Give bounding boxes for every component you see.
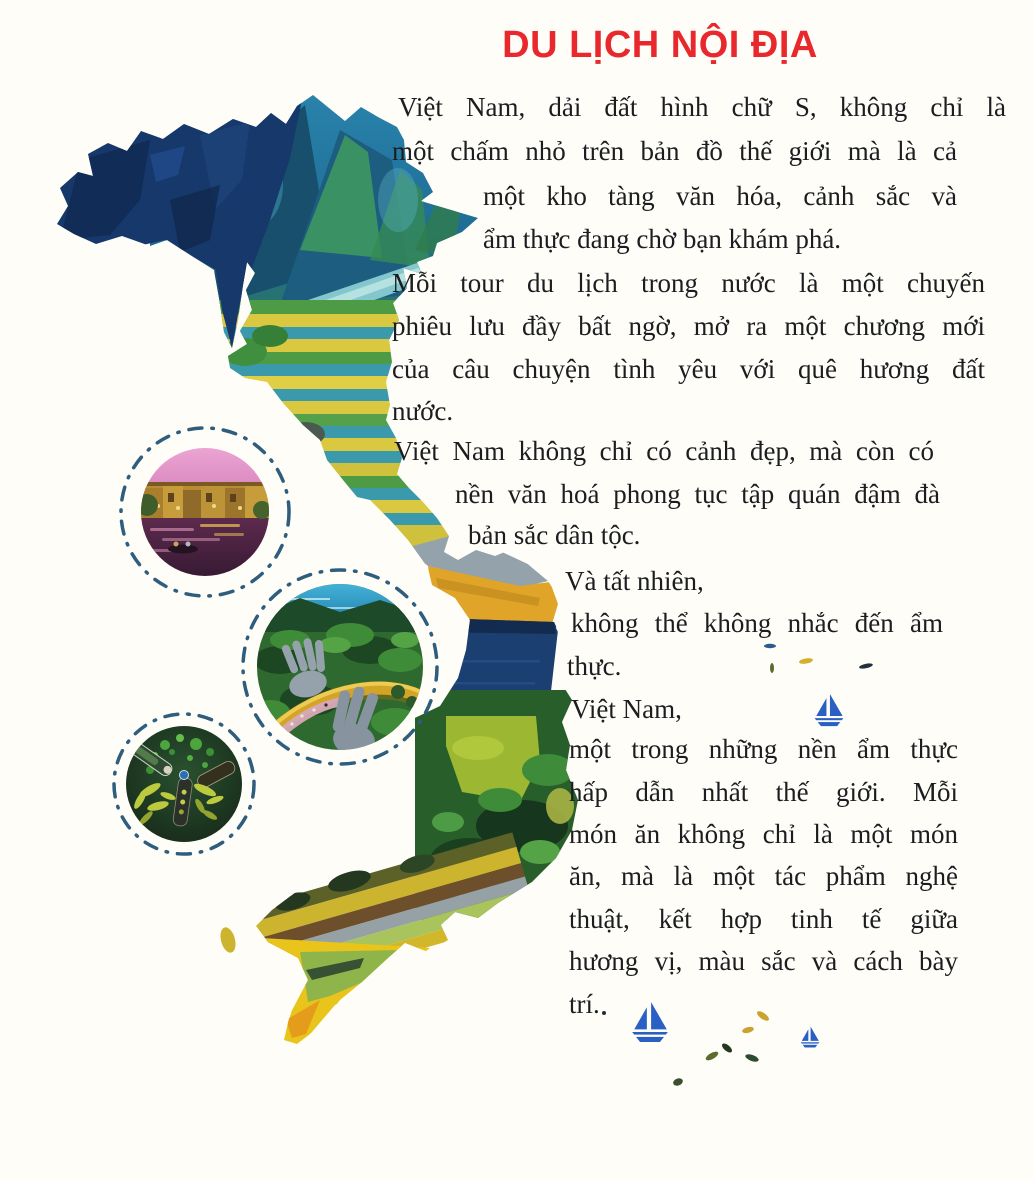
paragraph-line: phiêu lưu đầy bất ngờ, mở ra một chương mới (392, 311, 985, 341)
island-dot (744, 1053, 759, 1063)
paragraph-line: thực. (567, 651, 622, 681)
sailboat-icon (801, 1027, 820, 1048)
paragraph-line: nền văn hoá phong tục tập quán đậm đà (455, 479, 940, 509)
island-dot (218, 926, 238, 955)
island-dot (741, 1026, 754, 1035)
sailboat-icon (632, 1002, 668, 1042)
paragraph-line: Và tất nhiên, (565, 566, 704, 596)
page-title: DU LỊCH NỘI ĐỊA (502, 24, 818, 66)
paragraph-line: Việt Nam, (571, 694, 682, 724)
paragraph-line: thuật, kết hợp tinh tế giữa (569, 904, 958, 934)
island-dot (720, 1042, 733, 1054)
island-dot (704, 1050, 719, 1062)
paragraph-line: ăn, mà là một tác phẩm nghệ (569, 861, 958, 891)
island-dot (672, 1077, 684, 1087)
island-dot (799, 657, 814, 665)
island-dot (602, 1011, 606, 1015)
map-delta (232, 826, 537, 996)
paragraph-line: nước. (392, 396, 454, 426)
paragraph-line: hương vị, màu sắc và cách bày (569, 946, 958, 976)
paragraph-line: Việt Nam không chỉ có cảnh đẹp, mà còn có (394, 436, 934, 466)
paragraph-line: ẩm thực đang chờ bạn khám phá. (483, 224, 842, 254)
island-dot (756, 1010, 771, 1023)
paragraph-line: trí. (569, 989, 600, 1019)
golden-bridge-hands-photo (250, 584, 427, 759)
inset-aerial-boats (114, 714, 254, 854)
paragraph-line: bản sắc dân tộc. (468, 520, 641, 550)
inset-golden-bridge (243, 570, 437, 764)
hoi-an-riverside-photo (136, 448, 271, 576)
paragraph-line: một chấm nhỏ trên bản đồ thế giới mà là cả (392, 136, 957, 166)
island-dot (764, 644, 776, 648)
inset-hoi-an (121, 428, 289, 596)
paragraph-line: một kho tàng văn hóa, cảnh sắc và (483, 181, 957, 211)
paragraph-line: món ăn không chỉ là một món (569, 819, 958, 849)
aerial-boats-photo (124, 724, 244, 844)
island-dot (859, 662, 874, 669)
paragraph-line: một trong những nền ẩm thực (569, 734, 958, 764)
paragraph-line: không thể không nhắc đến ẩm (571, 608, 943, 638)
paragraph-line: của câu chuyện tình yêu với quê hương đất (392, 354, 985, 384)
paragraph-line: Mỗi tour du lịch trong nước là một chuyến (392, 268, 985, 298)
sailboat-icon (815, 694, 844, 726)
map-camau-tip (262, 938, 430, 1046)
paragraph-line: hấp dẫn nhất thế giới. Mỗi (569, 777, 958, 807)
paragraph-line: Việt Nam, dải đất hình chữ S, không chỉ là (398, 92, 1006, 122)
island-dot (770, 663, 774, 673)
